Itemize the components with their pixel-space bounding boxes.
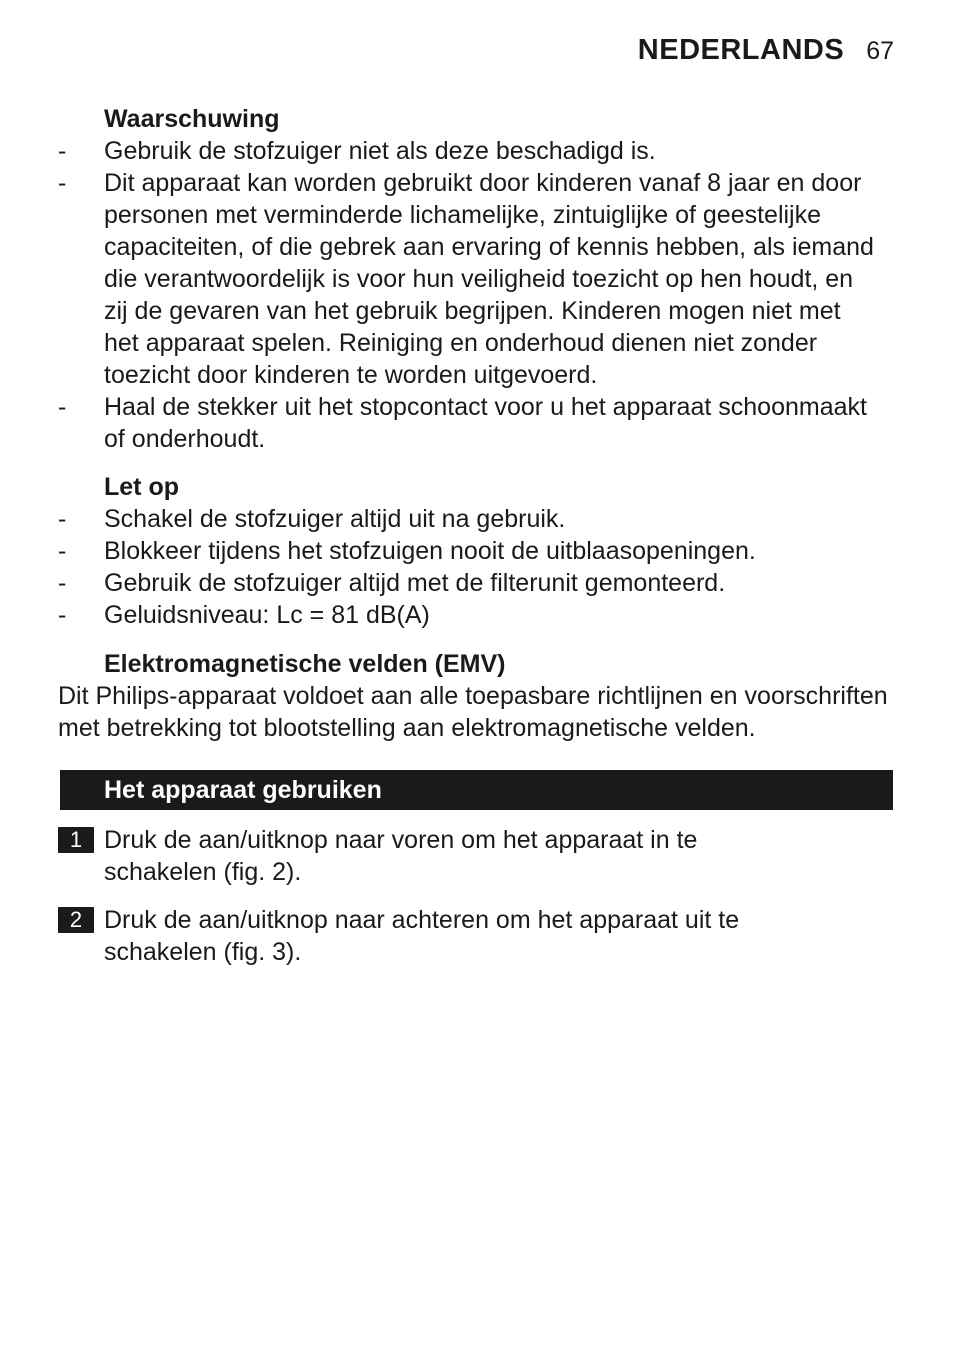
section-heading-bar	[60, 770, 893, 810]
emf-heading: Elektromagnetische velden (EMV)	[104, 650, 506, 678]
caution-item: - Blokkeer tijdens het stofzuigen nooit de uitblaasopeningen.	[58, 537, 756, 565]
warning-item: - Dit apparaat kan worden gebruikt door kinderen vanaf 8 jaar en door personen met verminderde lichamelijke, zintuiglijke of geestelijke capaciteiten, of die gebrek aan ervaring of kennis hebben, als iemand die verantwoordelijk is voor hun veiligheid toezicht op hen houdt, en zij de gevaren van het gebruik begrijpen. Kinderen mogen niet met het apparaat spelen. Reiniging en onderhoud dienen niet zonder toezicht door kinderen te worden uitgevoerd.	[58, 169, 874, 389]
step-item: 1 Druk de aan/uitknop naar voren om het apparaat in te schakelen (fig. 2).	[58, 824, 918, 888]
step-number-badge: 2	[58, 907, 94, 933]
page-header	[638, 34, 894, 67]
caution-item: - Geluidsniveau: Lc = 81 dB(A)	[58, 601, 430, 629]
caution-item: - Schakel de stofzuiger altijd uit na gebruik.	[58, 505, 566, 533]
step-number-badge: 1	[58, 827, 94, 853]
emf-paragraph: Dit Philips-apparaat voldoet aan alle toepasbare richtlijnen en voorschriften met betrekking tot blootstelling aan elektromagnetische velden.	[58, 682, 888, 742]
caution-heading: Let op	[104, 473, 179, 501]
caution-item: - Gebruik de stofzuiger altijd met de filterunit gemonteerd.	[58, 569, 726, 597]
warning-item: - Gebruik de stofzuiger niet als deze beschadigd is.	[58, 137, 656, 165]
warning-item: - Haal de stekker uit het stopcontact voor u het apparaat schoonmaakt of onderhoudt.	[58, 393, 867, 453]
section-title: Het apparaat gebruiken	[104, 776, 382, 804]
language-label: NEDERLANDS	[637, 34, 845, 66]
warning-heading: Waarschuwing	[104, 105, 280, 133]
page-number: 67	[866, 37, 894, 65]
step-item: 2 Druk de aan/uitknop naar achteren om het apparaat uit te schakelen (fig. 3).	[58, 904, 918, 968]
